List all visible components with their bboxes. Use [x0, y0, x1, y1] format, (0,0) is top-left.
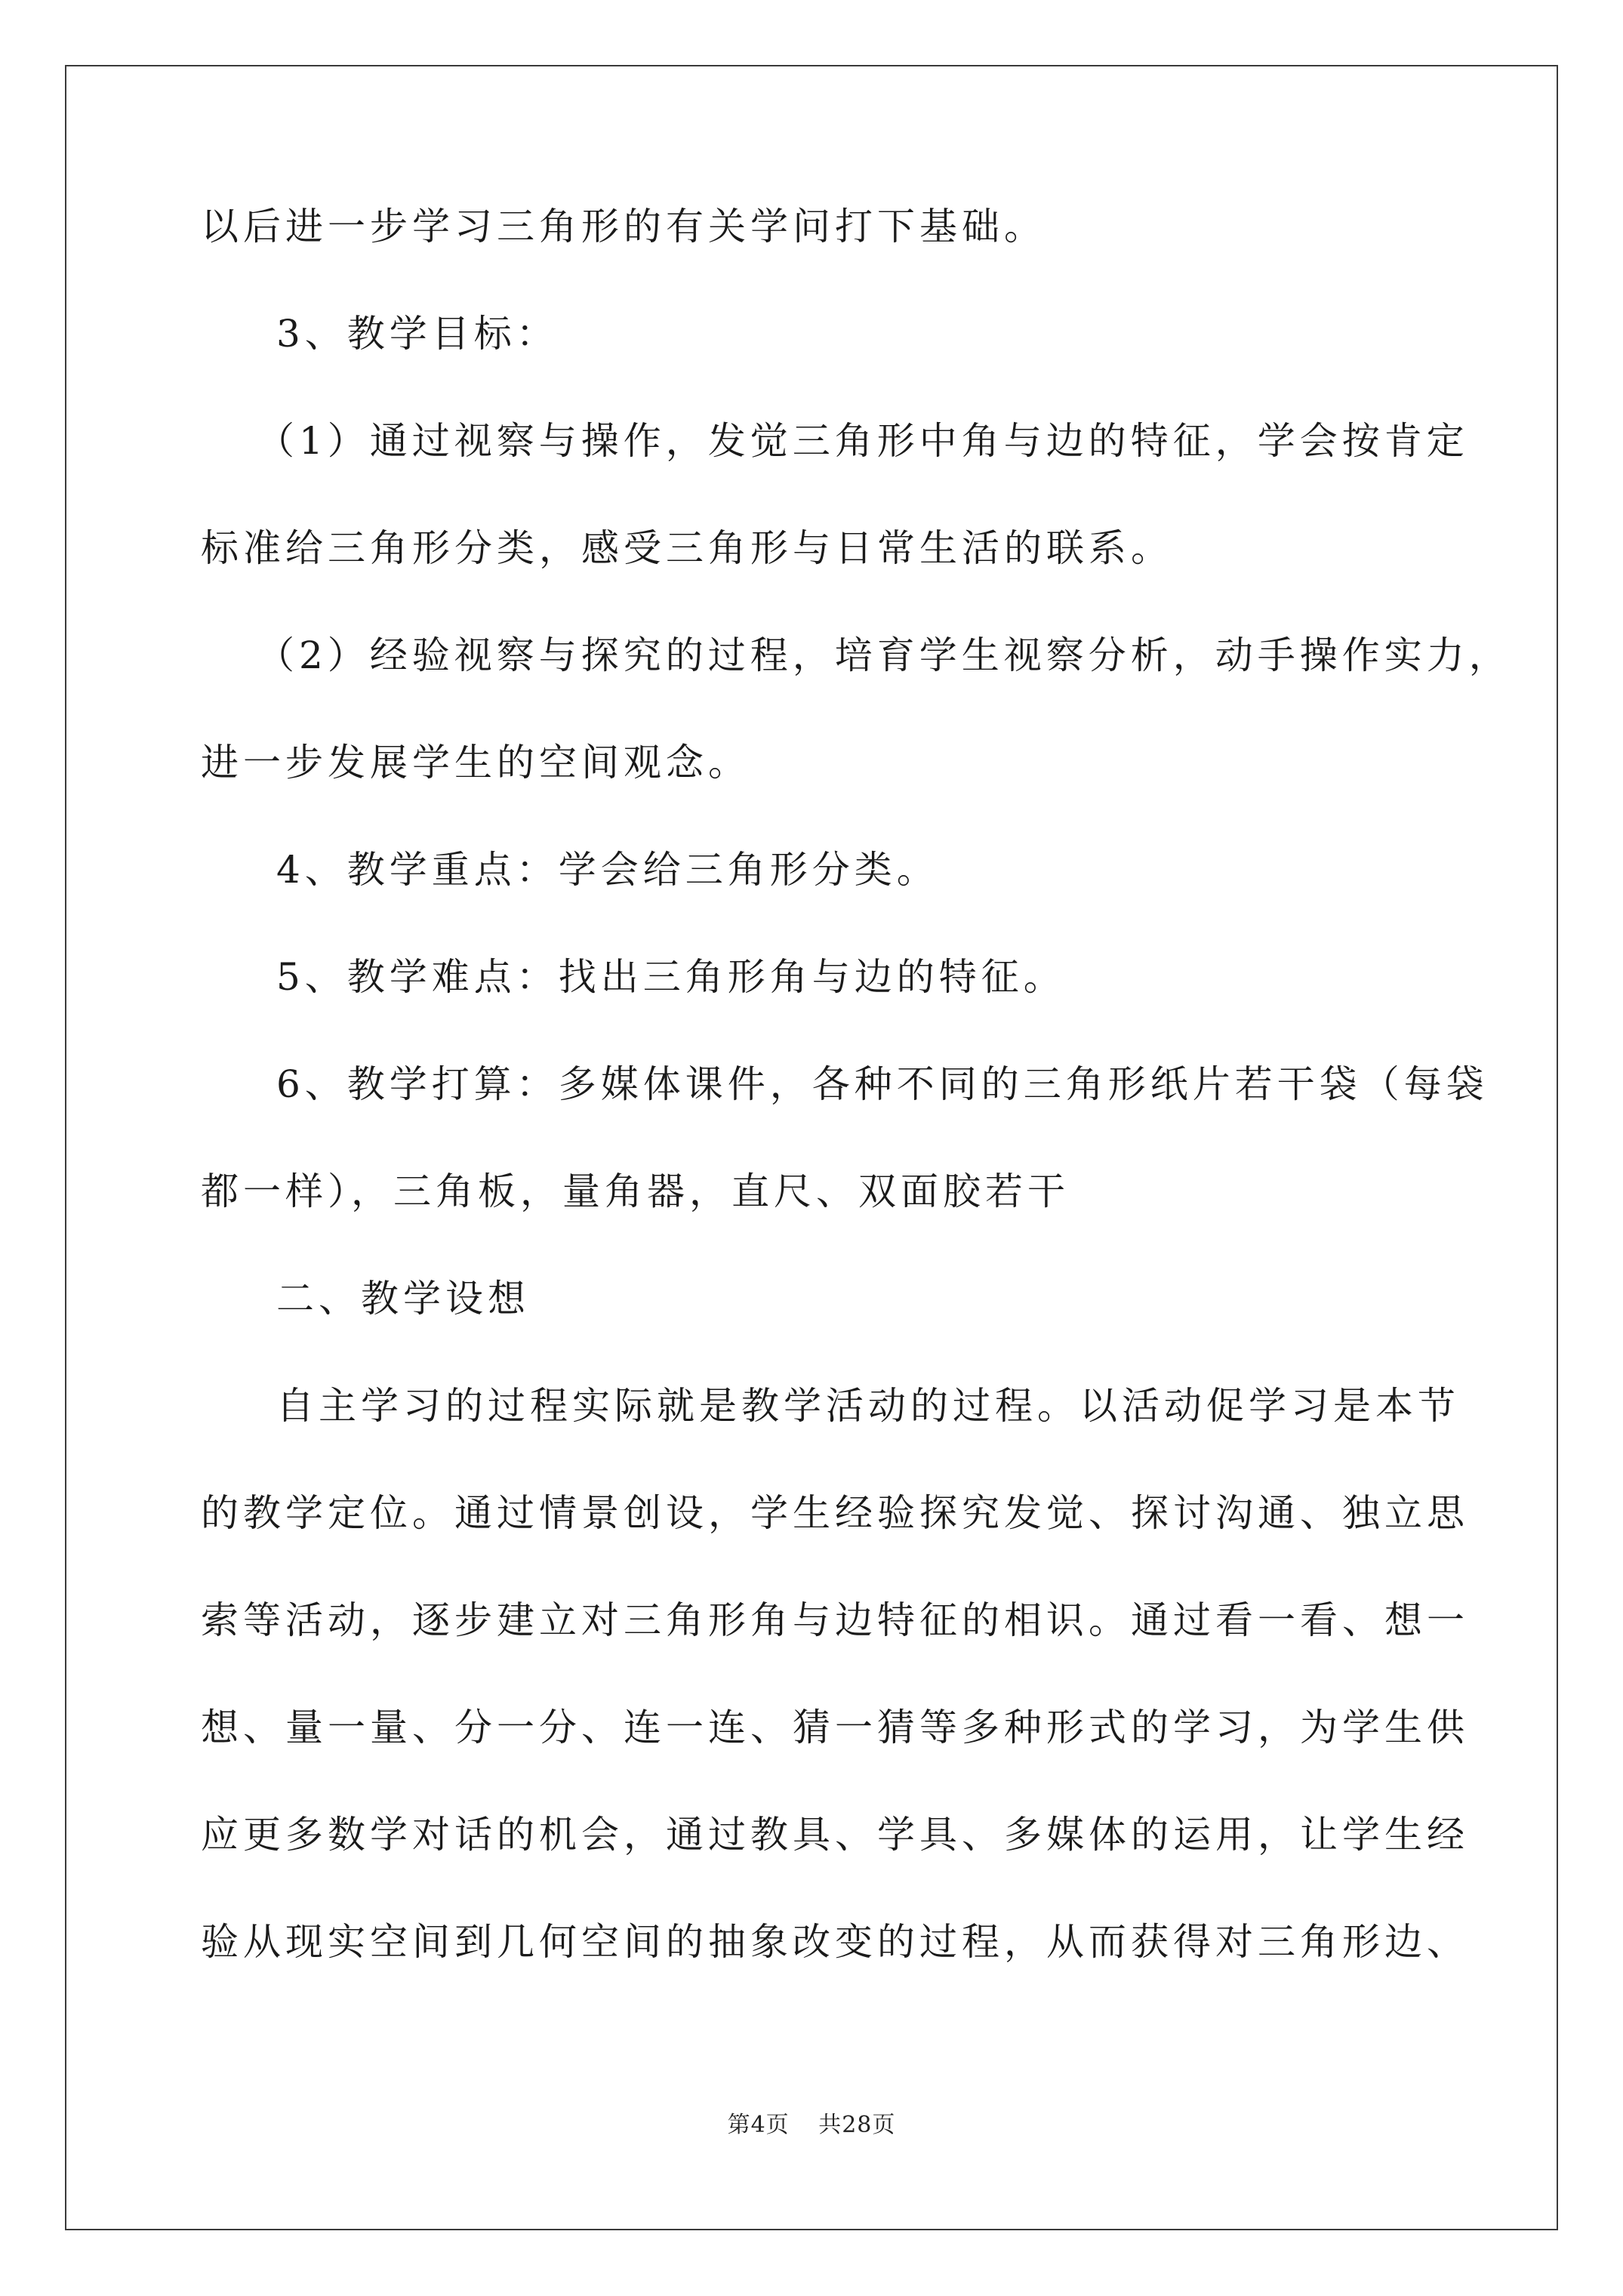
- page-border: [65, 65, 1558, 2230]
- text-line-1: 以后进一步学习三角形的有关学问打下基础。: [201, 205, 1046, 248]
- text-line-16: 应更多数学对话的机会，通过教具、学具、多媒体的运用，让学生经: [201, 1813, 1469, 1857]
- text-line-5: （2）经验视察与探究的过程，培育学生视察分析，动手操作实力，: [257, 633, 1511, 677]
- text-line-3: （1）通过视察与操作，发觉三角形中角与边的特征，学会按肯定: [257, 419, 1469, 463]
- text-line-9: 6、教学打算：多媒体课件，各种不同的三角形纸片若干袋（每袋: [276, 1062, 1489, 1106]
- text-line-17: 验从现实空间到几何空间的抽象改变的过程，从而获得对三角形边、: [201, 1920, 1469, 1964]
- text-line-15: 想、量一量、分一分、连一连、猜一猜等多种形式的学习，为学生供: [201, 1706, 1469, 1749]
- text-line-4: 标准给三角形分类，感受三角形与日常生活的联系。: [201, 526, 1173, 570]
- text-line-11: 二、教学设想: [276, 1277, 530, 1321]
- text-line-10: 都一样），三角板，量角器，直尺、双面胶若干: [201, 1170, 1070, 1213]
- text-line-12: 自主学习的过程实际就是教学活动的过程。以活动促学习是本节: [276, 1384, 1460, 1428]
- text-line-14: 索等活动，逐步建立对三角形角与边特征的相识。通过看一看、想一: [201, 1598, 1469, 1642]
- text-line-7: 4、教学重点：学会给三角形分类。: [276, 848, 939, 892]
- text-line-6: 进一步发展学生的空间观念。: [201, 741, 750, 784]
- page-footer: [0, 2110, 1623, 2140]
- text-line-13: 的教学定位。通过情景创设，学生经验探究发觉、探讨沟通、独立思: [201, 1491, 1469, 1535]
- text-line-2: 3、教学目标：: [276, 312, 559, 356]
- text-line-8: 5、教学难点：找出三角形角与边的特征。: [276, 955, 1066, 999]
- page-total: 共28页: [818, 2112, 896, 2138]
- page-number: 第4页: [727, 2112, 790, 2138]
